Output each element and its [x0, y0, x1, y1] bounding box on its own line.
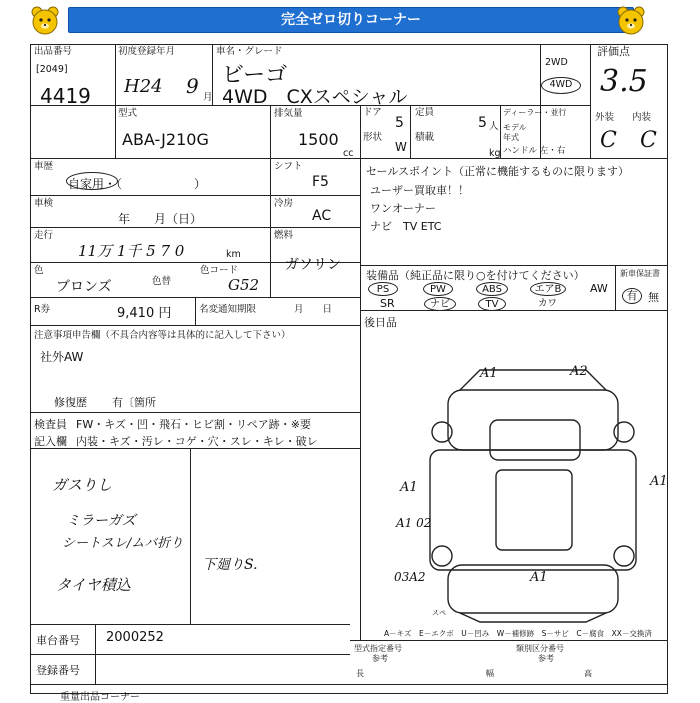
vehicle-label: 車名・グレード — [216, 46, 283, 57]
lot-sub: [2049] — [36, 64, 68, 75]
sales-label: セールスポイント（正常に機能するものに限ります） — [366, 165, 630, 178]
drive-4wd-circled: 4WD — [541, 77, 581, 94]
check-row1-label: 検査員 — [34, 418, 67, 431]
spare-label: スペ — [432, 609, 446, 617]
doors-label: ドア — [363, 107, 382, 118]
damage-mark: A2 — [570, 364, 588, 379]
chassis-label: 車台番号 — [36, 634, 80, 647]
footer-bottom: 重量出品コーナー — [60, 692, 140, 703]
footer-width: 幅 — [486, 669, 494, 678]
model-year-label2: 年式 — [503, 133, 519, 142]
ac-label: 冷房 — [274, 198, 294, 209]
notes-label: 注意事項申告欄（不具合内容等は具体的に記入して下さい） — [34, 330, 291, 341]
shift-label: シフト — [274, 161, 303, 172]
header-bar — [0, 0, 700, 44]
mileage-label: 走行 — [34, 230, 54, 241]
regno-label: 登録番号 — [36, 664, 80, 677]
model-label: 型式 — [118, 108, 138, 119]
engine-value: 1500 — [298, 130, 339, 149]
color-change-label: 色替 — [152, 276, 172, 287]
check-row2-label: 記入欄 — [34, 435, 67, 448]
shift-value: F5 — [312, 174, 329, 190]
history-value: 自家用・（ ） — [68, 177, 207, 191]
equipment-sr: SR — [380, 297, 395, 310]
equipment-tv: TV — [478, 297, 506, 311]
capacity-label: 定員 — [415, 107, 435, 118]
deadline-value: 月 日 — [294, 304, 333, 315]
bear-mascot-icon — [614, 4, 648, 38]
sales-point: ナビ TV ETC — [370, 220, 442, 233]
recycle-value: 9,410 円 — [117, 306, 172, 321]
damage-mark: A1 — [400, 480, 418, 495]
footer-ref: 参考 — [372, 654, 388, 663]
registration-month-unit: 月 — [203, 92, 213, 103]
score-label: 評価点 — [597, 45, 630, 58]
damage-legend: A－キズ E－エクボ U－凹み W－補修跡 S－サビ C－腐食 XX－交換済 — [384, 629, 652, 638]
capacity-unit: 人 — [489, 121, 499, 132]
banner-title: 完全ゼロ切りコーナー — [68, 7, 634, 33]
lot-number: 4419 — [40, 84, 91, 108]
sales-point: ユーザー買取車！！ — [370, 184, 469, 197]
chassis-value: 2000252 — [106, 630, 164, 645]
footer-length: 長 — [356, 669, 364, 678]
engine-unit: cc — [343, 148, 354, 159]
bear-mascot-icon — [28, 4, 62, 38]
repair-label: 修復歴 — [54, 396, 87, 409]
private-use-circle — [66, 172, 118, 190]
color-value: ブロンズ — [56, 279, 112, 295]
vehicle-grade: 4WD CXスペシャル — [222, 86, 408, 108]
inspection-value: 年 月（日） — [118, 212, 203, 226]
handwritten-note: シートスレ/ムバ折り — [62, 536, 184, 551]
handle-label: ハンドル 左・右 — [503, 146, 566, 156]
engine-label: 排気量 — [274, 108, 303, 119]
rear-label: 後日品 — [364, 316, 397, 329]
handwritten-note: ガスりし — [52, 476, 113, 494]
warranty-yes: 有 — [622, 288, 642, 304]
registration-era: H24 — [124, 76, 163, 97]
fuel-label: 燃料 — [274, 230, 294, 241]
dealer-label: ディーラー・並行 — [503, 108, 567, 117]
fuel-value: ガソリン — [285, 257, 341, 273]
damage-mark: A1 — [650, 474, 668, 489]
warranty-label: 新車保証書 — [620, 269, 660, 278]
capacity-value: 5 — [478, 115, 487, 131]
color-code-label: 色コード — [200, 265, 239, 276]
footer-ref: 参考 — [538, 654, 554, 663]
handwritten-note: タイヤ積込 — [56, 576, 131, 594]
color-label: 色 — [34, 265, 44, 276]
handwritten-note: ミラーガズ — [66, 513, 136, 529]
recycle-label: R券 — [34, 304, 51, 315]
car-damage-diagram — [400, 360, 668, 625]
load-label: 積載 — [415, 132, 435, 143]
exterior-label: 外装 — [595, 112, 615, 123]
sales-point: ワンオーナー — [370, 202, 436, 215]
shape-label: 形状 — [363, 132, 383, 143]
exterior-grade: C — [600, 128, 617, 153]
model-value: ABA-J210G — [122, 130, 209, 149]
footer-height: 高 — [584, 669, 592, 678]
registration-month: 9 — [186, 74, 199, 98]
warranty-no: 無 — [648, 291, 659, 304]
model-year-label1: モデル — [503, 123, 527, 132]
equipment-airbag: エアB — [530, 282, 566, 296]
mileage-unit: km — [226, 249, 241, 260]
equipment-label: 装備品（純正品に限り○を付けてください） — [366, 269, 585, 282]
inspection-label: 車検 — [34, 198, 54, 209]
ac-value: AC — [312, 208, 332, 224]
check-row1: FW・キズ・凹・飛石・ヒビ割・リペア跡・※要 — [76, 418, 311, 431]
shape-value: W — [395, 140, 407, 154]
equipment-navi: ナビ — [424, 297, 456, 311]
notes-value: 社外AW — [40, 350, 84, 364]
equipment-ps: PS — [368, 282, 398, 296]
damage-mark: A1 — [530, 570, 548, 585]
damage-mark: 03A2 — [394, 570, 426, 584]
lot-label: 出品番号 — [34, 46, 73, 57]
drive-2wd: 2WD — [545, 57, 568, 68]
registration-label: 初度登録年月 — [118, 46, 176, 57]
mileage-value: 11万 1千 5 7 0 — [78, 242, 185, 260]
deadline-label: 名変通知期限 — [199, 304, 257, 315]
damage-mark: A1 02 — [396, 516, 432, 530]
vehicle-name: ビーゴ — [222, 63, 288, 88]
check-row2: 内装・キズ・汚レ・コゲ・穴・スレ・キレ・破レ — [76, 435, 318, 448]
repair-value: 有〔箇所 — [112, 396, 156, 409]
color-code: G52 — [228, 276, 260, 294]
equipment-abs: ABS — [476, 282, 508, 296]
footer-type-label: 類別区分番号 — [516, 644, 564, 653]
equipment-leather: カワ — [538, 298, 558, 309]
equipment-aw: AW — [590, 282, 608, 295]
handwritten-note: 下廻りS. — [202, 557, 258, 573]
footer-model-label: 型式指定番号 — [354, 644, 402, 653]
load-unit: kg — [489, 148, 501, 159]
equipment-pw: PW — [423, 282, 453, 296]
interior-grade: C — [640, 128, 657, 153]
score-value: 3.5 — [600, 64, 648, 99]
interior-label: 内装 — [632, 112, 652, 123]
doors-value: 5 — [395, 115, 404, 131]
damage-mark: A1 — [480, 366, 498, 381]
history-label: 車歴 — [34, 161, 54, 172]
